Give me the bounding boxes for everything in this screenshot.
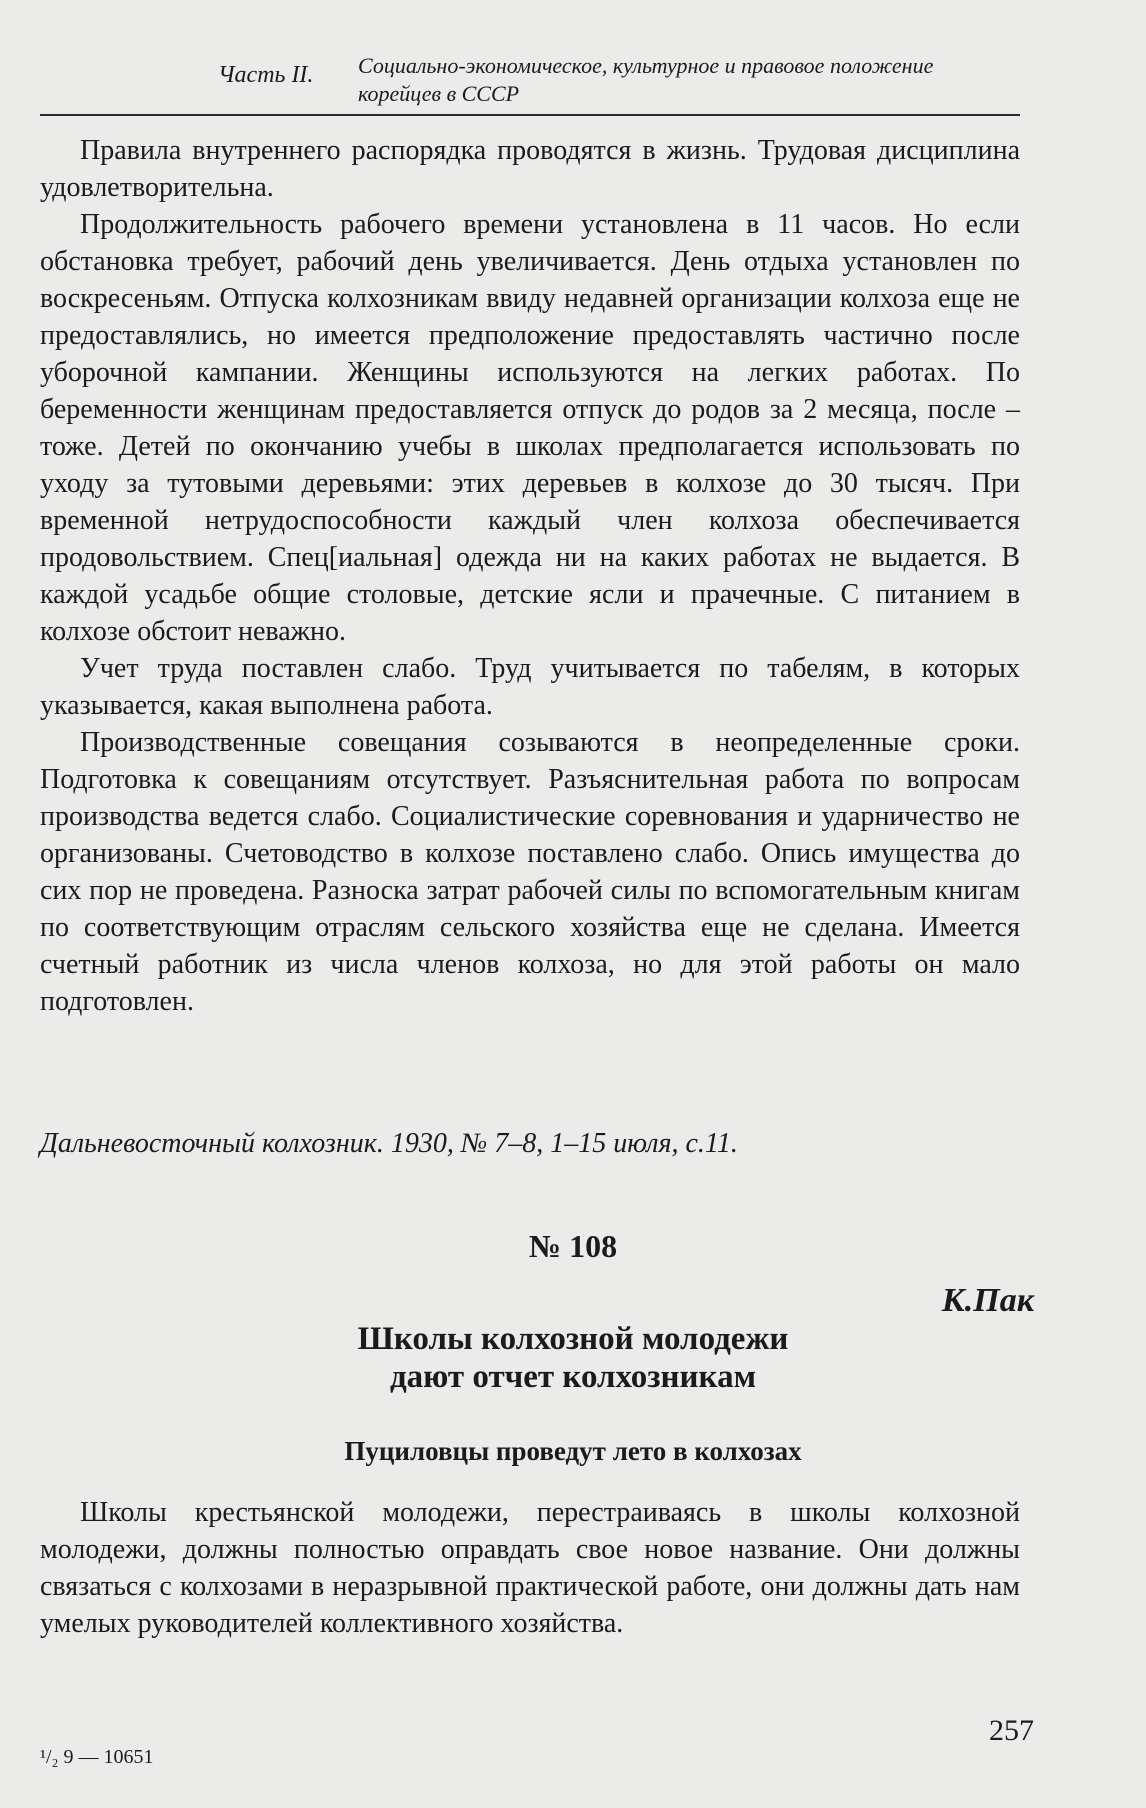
page-number: 257 <box>989 1714 1034 1747</box>
article-body <box>40 1494 1020 1642</box>
header-part-label: Часть II. <box>218 62 314 88</box>
header-title-line-2: корейцев в СССР <box>358 81 520 106</box>
paragraph: Производственные совещания созываются в неопределенные сроки. Подготовка к совещаниям отсутствует. Разъяснительная работа по вопросам производства ведется слабо. Социалистические соревнования и ударничество не организованы. Счетоводство в колхозе поставлено слабо. Опись имущества до сих пор не проведена. Разноска затрат рабочей силы по вспомогательным книгам по соответствующим отраслям сельского хозяйства еще не сделана. Имеется счетный работник из числа членов колхоза, но для этой работы он мало подготовлен. <box>40 727 1020 1017</box>
running-header <box>40 48 1020 116</box>
article-title <box>0 1320 1146 1396</box>
paragraph: Продолжительность рабочего времени установлена в 11 часов. Но если обстановка требует, рабочий день увеличивается. День отдыха установлен по воскресеньям. Отпуска колхозникам ввиду недавней организации колхоза еще не предоставлялись, но имеется предположение предоставлять частично после уборочной кампании. Женщины используются на легких работах. По беременности женщинам предоставляется отпуск до родов за 2 месяца, после – тоже. Детей по окончанию учебы в школах предполагается использовать по уходу за тутовыми деревьями: этих деревьев в колхозе до 30 тысяч. При временной нетрудоспособности каждый член колхоза обеспечивается продовольствием. Спец[иальная] одежда ни на каких работах не выдается. В каждой усадьбе общие столовые, детские ясли и прачечные. С питанием в колхозе обстоит неважно. <box>40 209 1020 647</box>
article-title-line-1: Школы колхозной молодежи <box>357 1321 789 1357</box>
printer-signature: ¹/₂ 9 — 10651 <box>40 1746 154 1768</box>
paragraph: Школы крестьянской молодежи, перестраиваясь в школы колхозной молодежи, должны полностью оправдать свое новое название. Они должны связаться с колхозами в неразрывной практической работе, они должны дать нам умелых руководителей коллективного хозяйства. <box>40 1497 1020 1639</box>
header-title <box>358 52 933 108</box>
document-number: № 108 <box>528 1228 618 1264</box>
article-title-line-2: дают отчет колхозникам <box>389 1359 757 1395</box>
document-author: К.Пак <box>941 1282 1034 1319</box>
main-text <box>40 132 1020 1020</box>
paragraph: Учет труда поставлен слабо. Труд учитывается по табелям, в которых указывается, какая выполнена работа. <box>40 653 1020 721</box>
source-citation: Дальневосточный колхозник. 1930, № 7–8, 1–15 июля, с.11. <box>40 1128 738 1159</box>
header-title-line-1: Социально-экономическое, культурное и правовое положение <box>358 53 934 78</box>
article-subtitle: Пуциловцы проведут лето в колхозах <box>344 1436 802 1466</box>
paragraph: Правила внутреннего распорядка проводятся в жизнь. Трудовая дисциплина удовлетворительна. <box>40 135 1020 203</box>
